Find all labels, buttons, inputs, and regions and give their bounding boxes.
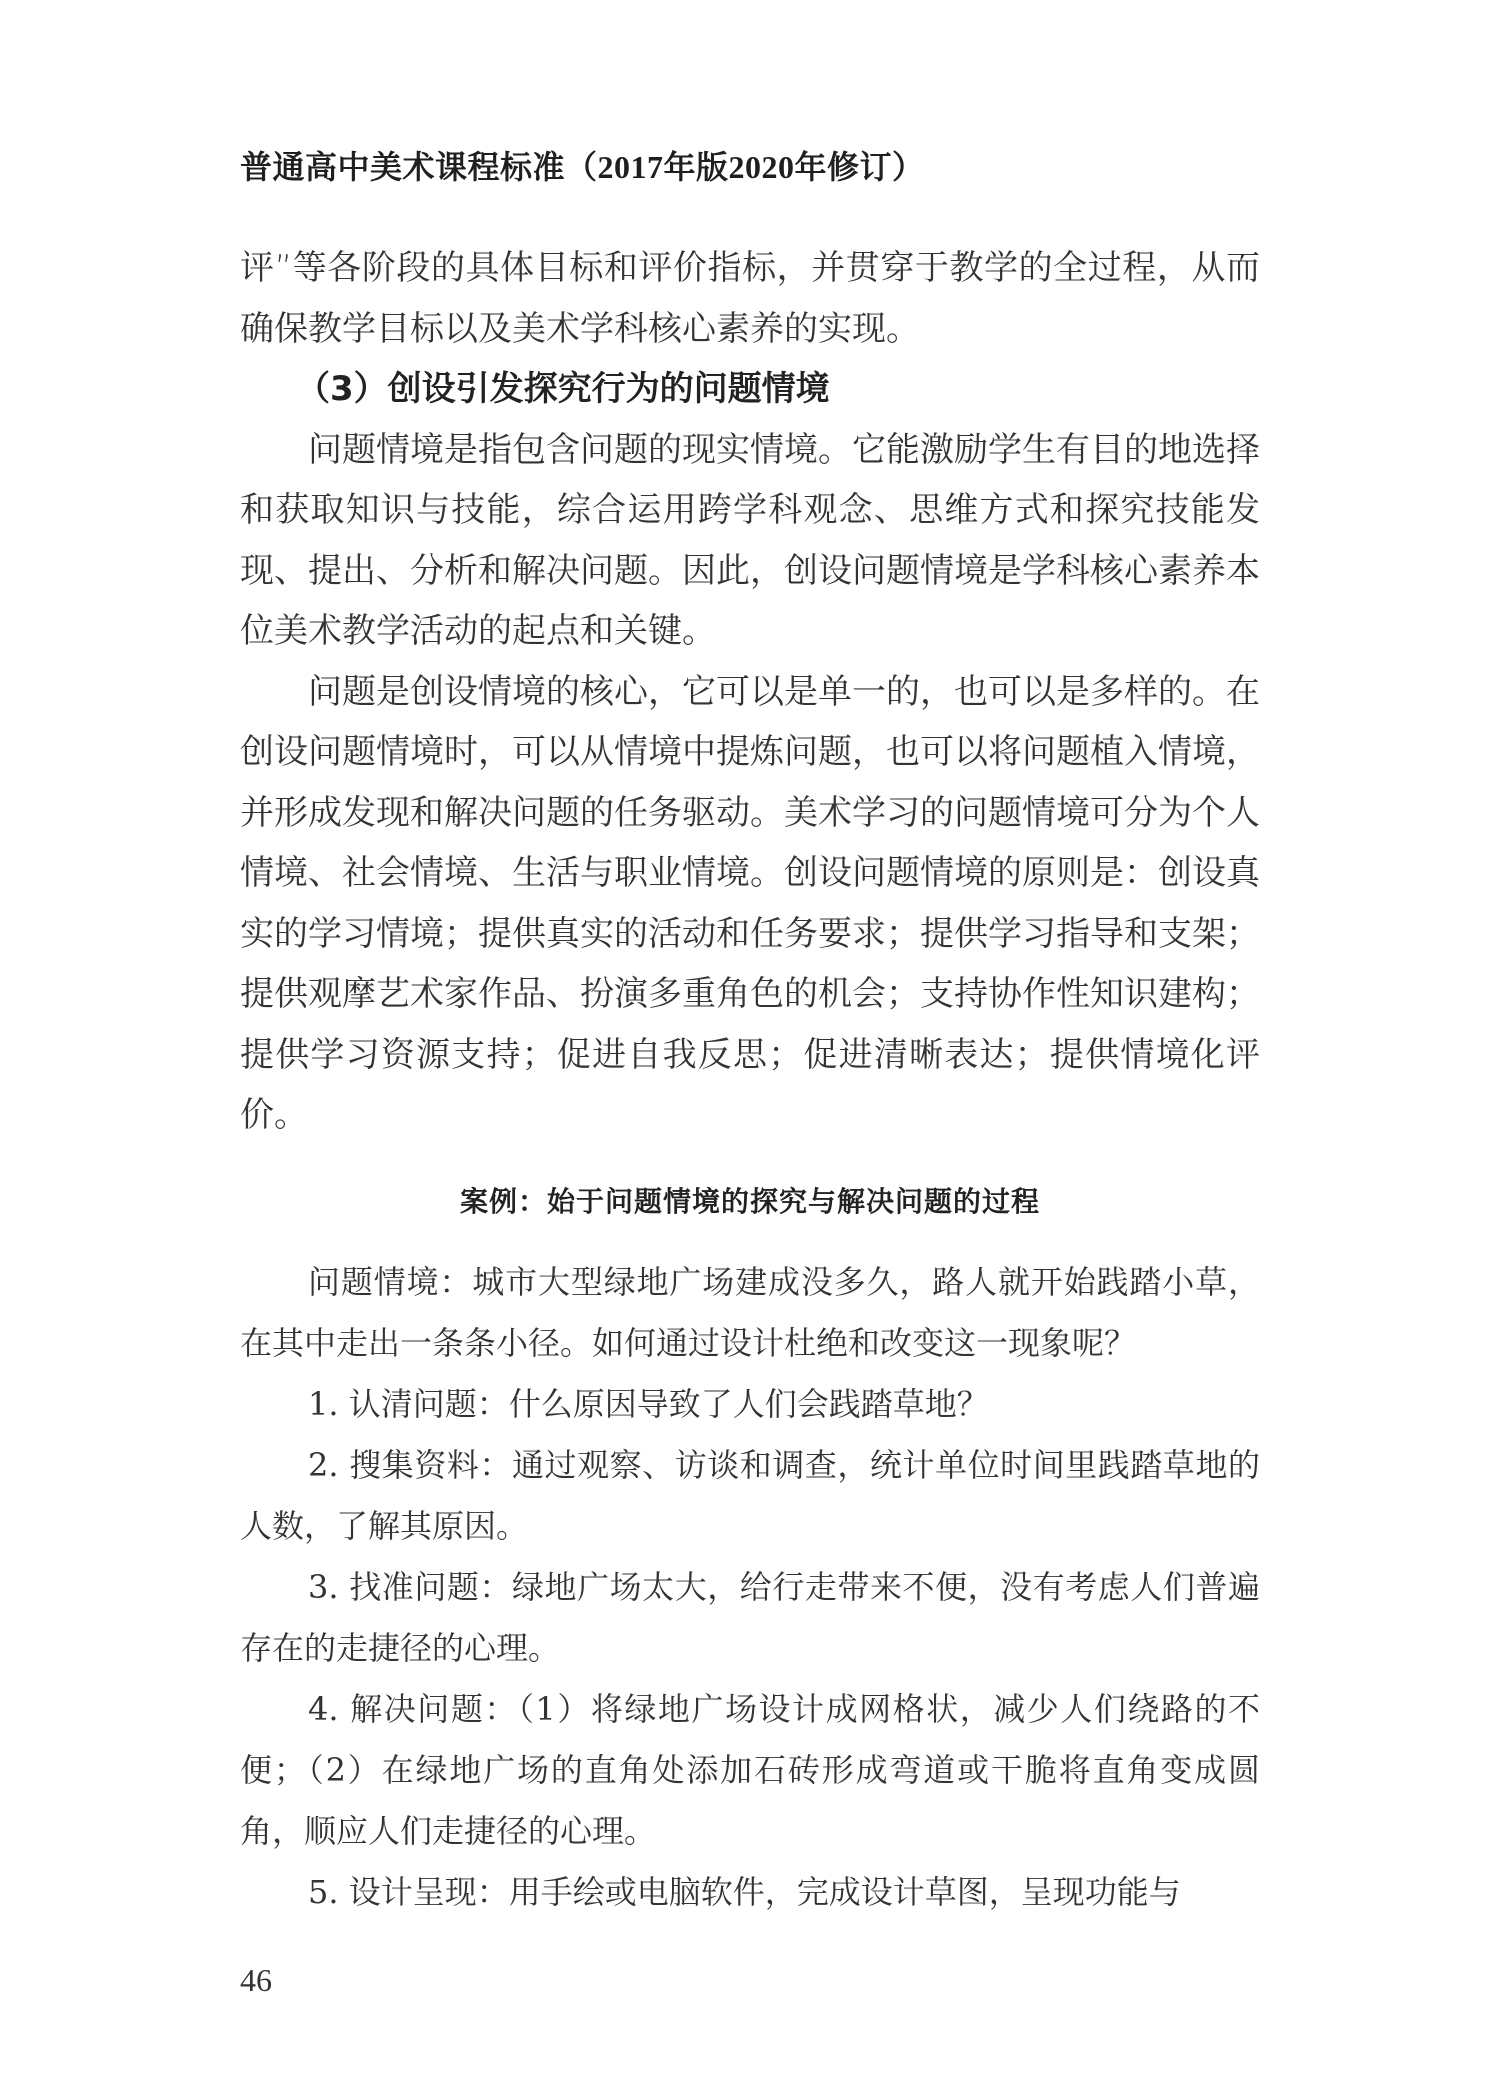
- case-step: 1. 认清问题：什么原因导致了人们会践踏草地？: [308, 1385, 989, 1423]
- case-step: 4. 解决问题：（1）将绿地广场设计成网格状，减少人们绕路的不便；（2）在绿地广场的直角处添加石砖形成弯道或干脆将直角变成圆角，顺应人们走捷径的心理。: [240, 1690, 1260, 1850]
- paragraph-problem-situation-definition: 问题情境是指包含问题的现实情境。它能激励学生有目的地选择和获取知识与技能，综合运用跨学科观念、思维方式和探究技能发现、提出、分析和解决问题。因此，创设问题情境是学科核心素养本位美术教学活动的起点和关键。: [240, 429, 1260, 651]
- running-head: 普通高中美术课程标准（2017年版2020年修订）: [240, 149, 925, 185]
- paragraph-continuation: 评”等各阶段的具体目标和评价指标，并贯穿于教学的全过程，从而确保教学目标以及美术学科核心素养的实现。: [240, 248, 1260, 349]
- case-body: [240, 1252, 1260, 1923]
- case-step: 3. 找准问题：绿地广场太大，给行走带来不便，没有考虑人们普遍存在的走捷径的心理。: [240, 1568, 1260, 1667]
- case-step: 2. 搜集资料：通过观察、访谈和调查，统计单位时间里践踏草地的人数，了解其原因。: [240, 1446, 1260, 1545]
- case-step: 5. 设计呈现：用手绘或电脑软件，完成设计草图，呈现功能与: [308, 1873, 1181, 1911]
- section-heading: （3）创设引发探究行为的问题情境: [296, 369, 830, 409]
- case-intro: 问题情境：城市大型绿地广场建成没多久，路人就开始践踏小草，在其中走出一条条小径。如何通过设计杜绝和改变这一现象呢？: [240, 1263, 1260, 1362]
- main-body: [240, 238, 1260, 1146]
- paragraph-problem-situation-principles: 问题是创设情境的核心，它可以是单一的，也可以是多样的。在创设问题情境时，可以从情境中提炼问题，也可以将问题植入情境，并形成发现和解决问题的任务驱动。美术学习的问题情境可分为个人情境、社会情境、生活与职业情境。创设问题情境的原则是：创设真实的学习情境；提供真实的活动和任务要求；提供学习指导和支架；提供观摩艺术家作品、扮演多重角色的机会；支持协作性知识建构；提供学习资源支持；促进自我反思；促进清晰表达；提供情境化评价。: [240, 671, 1260, 1135]
- page-number: 46: [240, 1962, 272, 1998]
- case-title: 案例：始于问题情境的探究与解决问题的过程: [459, 1185, 1040, 1218]
